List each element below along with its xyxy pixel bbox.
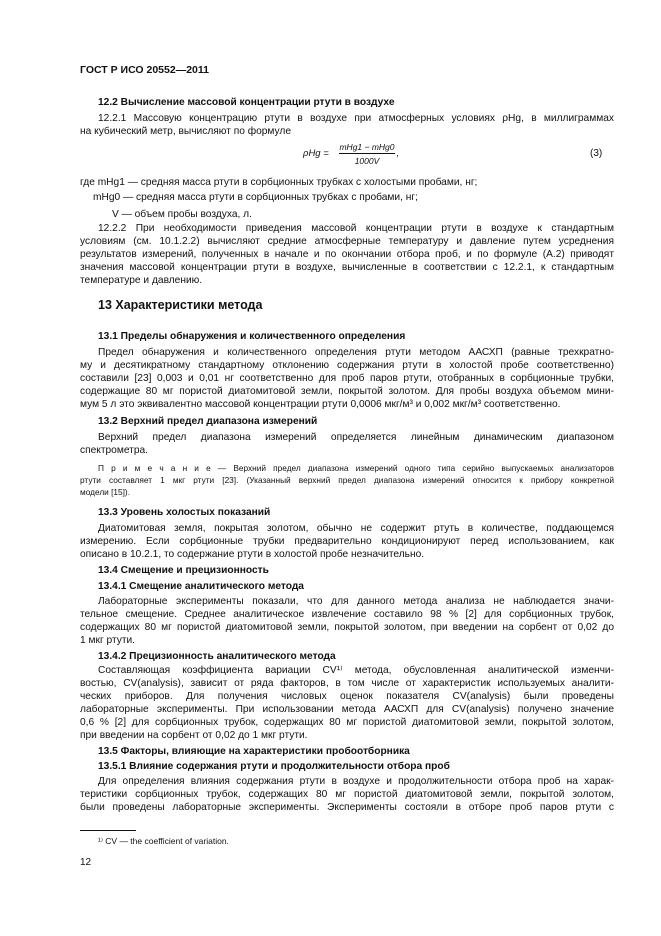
section-13-4-2-title: 13.4.2 Прецизионность аналитического метода: [98, 651, 336, 662]
paragraph-line: ческих приборов. Для получения числовых оценок показателя CV(analysis) были проведены: [80, 691, 614, 702]
paragraph-line: Составляющая коэффициента вариации CV¹⁾ метода, обусловленная аналитической изменчи-: [98, 665, 614, 676]
paragraph-line: при введении на сорбент от 0,02 до 1 мкг ртути.: [80, 730, 308, 741]
footnote: ¹⁾ CV — the coefficient of variation.: [98, 836, 229, 846]
paragraph-line: Верхний предел диапазона измерений определяется линейным динамическим диапазоном: [98, 432, 614, 443]
paragraph-line: были проведены лабораторные эксперименты. Эксперименты состояли в отборе проб паров ртути с: [80, 802, 614, 813]
paragraph-line: Для определения влияния содержания ртути в воздухе и продолжительности отбора проб на харак-: [98, 776, 614, 787]
note-line: П р и м е ч а н и е — Верхний предел диапазона измерений одного типа серийно выпускаемых анализаторов: [98, 463, 614, 473]
paragraph-line: спектрометра.: [80, 445, 149, 456]
paragraph-line: 1 мкг ртути.: [80, 635, 136, 646]
paragraph-line: лабораторные эксперименты. При использовании метода ААСХП для CV(analysis) получено значение: [80, 704, 614, 715]
paragraph-line: измерению. Если сорбционные трубки предварительно кондиционируют перед использованием, как: [80, 536, 614, 547]
section-13-4-title: 13.4 Смещение и прецизионность: [98, 565, 269, 576]
paragraph-line: результатов измерений, полученных в начале и по окончании отбора проб, и по формуле (А.2) приводят: [80, 249, 614, 260]
formula-number: (3): [590, 148, 603, 159]
formula-3: [303, 142, 403, 170]
section-13-2-title: 13.2 Верхний предел диапазона измерений: [98, 416, 318, 427]
where-line-2: mHg0 — средняя масса ртути в сорбционных трубках с пробами, нг;: [93, 192, 418, 203]
where-line-3: V — объем пробы воздуха, л.: [112, 209, 252, 220]
paragraph-line: Лабораторные эксперименты показали, что для данного метода анализа не наблюдается значи-: [98, 596, 614, 607]
paragraph-line: условиям (см. 10.1.2.2) вычисляют средние атмосферные температуру и давление путем усреднения: [80, 236, 614, 247]
paragraph-line: 12.2.1 Массовую концентрацию ртути в воздухе при атмосферных условиях ρHg, в миллиграммах: [98, 113, 614, 124]
formula-denominator: 1000V: [354, 156, 380, 166]
paragraph-line: содержащие 80 мг пористой диатомитовой земли, покрытой золотом. Для пробы воздуха объемом мини-: [80, 386, 614, 397]
paragraph-line: Предел обнаружения и количественного определения ртути методом ААСХП (равные трехкратно-: [98, 347, 614, 358]
note-line: модели [15]).: [80, 487, 131, 497]
paragraph-line: Диатомитовая земля, покрытая золотом, обычно не содержит ртуть в количестве, поддающемся: [98, 523, 614, 534]
paragraph-line: содержащих 80 мг пористой диатомитовой земли, покрытой золотом, при введении на сорбент от 0,02 до: [80, 622, 614, 633]
formula-comma: ,: [396, 148, 399, 159]
paragraph-line: составили [23] 0,003 и 0,01 нг соответственно для проб паров ртути, отобранных в сорбционные трубки,: [80, 373, 614, 384]
paragraph-line: тельное смещение. Среднее аналитическое извлечение составило 98 % [2] для сорбционных трубок,: [80, 609, 614, 620]
section-13-3-title: 13.3 Уровень холостых показаний: [98, 507, 271, 518]
paragraph-line: 0,6 % [2] для сорбционных трубок, содержащих 80 мг пористой диатомитовой земли, покрытой золотом,: [80, 717, 614, 728]
section-13-5-title: 13.5 Факторы, влияющие на характеристики пробоотборника: [98, 746, 410, 757]
paragraph-line: 12.2.2 При необходимости приведения массовой концентрации ртути в воздухе к стандартным: [98, 223, 614, 234]
section-13-4-1-title: 13.4.1 Смещение аналитического метода: [98, 581, 304, 592]
where-line-1: где mHg1 — средняя масса ртути в сорбционных трубках с холостыми пробами, нг;: [80, 177, 478, 188]
document-header: ГОСТ Р ИСО 20552—2011: [80, 64, 209, 76]
section-13-title: 13 Характеристики метода: [98, 298, 263, 312]
formula-lhs: ρHg =: [303, 148, 329, 159]
paragraph-line: описано в 10.2.1, то содержание ртути в холостой пробе незначительно.: [80, 549, 425, 560]
paragraph-line: значения массовой концентрации ртути в воздухе, вычисленные в соответствии с 12.2.1, к стандартным: [80, 262, 614, 273]
section-12-2-title: 12.2 Вычисление массовой концентрации ртути в воздухе: [98, 97, 395, 108]
paragraph-line: мум 5 л это эквивалентно массовой концентрации ртути 0,0006 мкг/м³ и 0,002 мкг/м³ соответственно.: [80, 399, 561, 410]
formula-numerator: mHg1 − mHg0: [339, 142, 395, 152]
paragraph-line: теристики сорбционных трубок, содержащих 80 мг пористой диатомитовой земли, покрытой золотом,: [80, 789, 614, 800]
footnote-divider: [80, 830, 136, 831]
paragraph-line: на кубический метр, вычисляют по формуле: [80, 126, 292, 137]
paragraph-line: востью, CV(analysis), зависит от ряда факторов, в том числе от характеристик используемых аналити-: [80, 678, 614, 689]
page-number: 12: [80, 857, 92, 868]
paragraph-line: му и десятикратному стандартному отклонению содержания ртути в холостой пробе соответственно): [80, 360, 614, 371]
paragraph-line: температуре и давлению.: [80, 275, 203, 286]
section-13-5-1-title: 13.5.1 Влияние содержания ртути и продолжительности отбора проб: [98, 761, 450, 772]
note-line: ртути составляет 1 мкг ртути [23]. (Указанный верхний предел диапазона измерений относится к прибору конкретной: [80, 475, 614, 485]
section-13-1-title: 13.1 Пределы обнаружения и количественного определения: [98, 331, 406, 342]
